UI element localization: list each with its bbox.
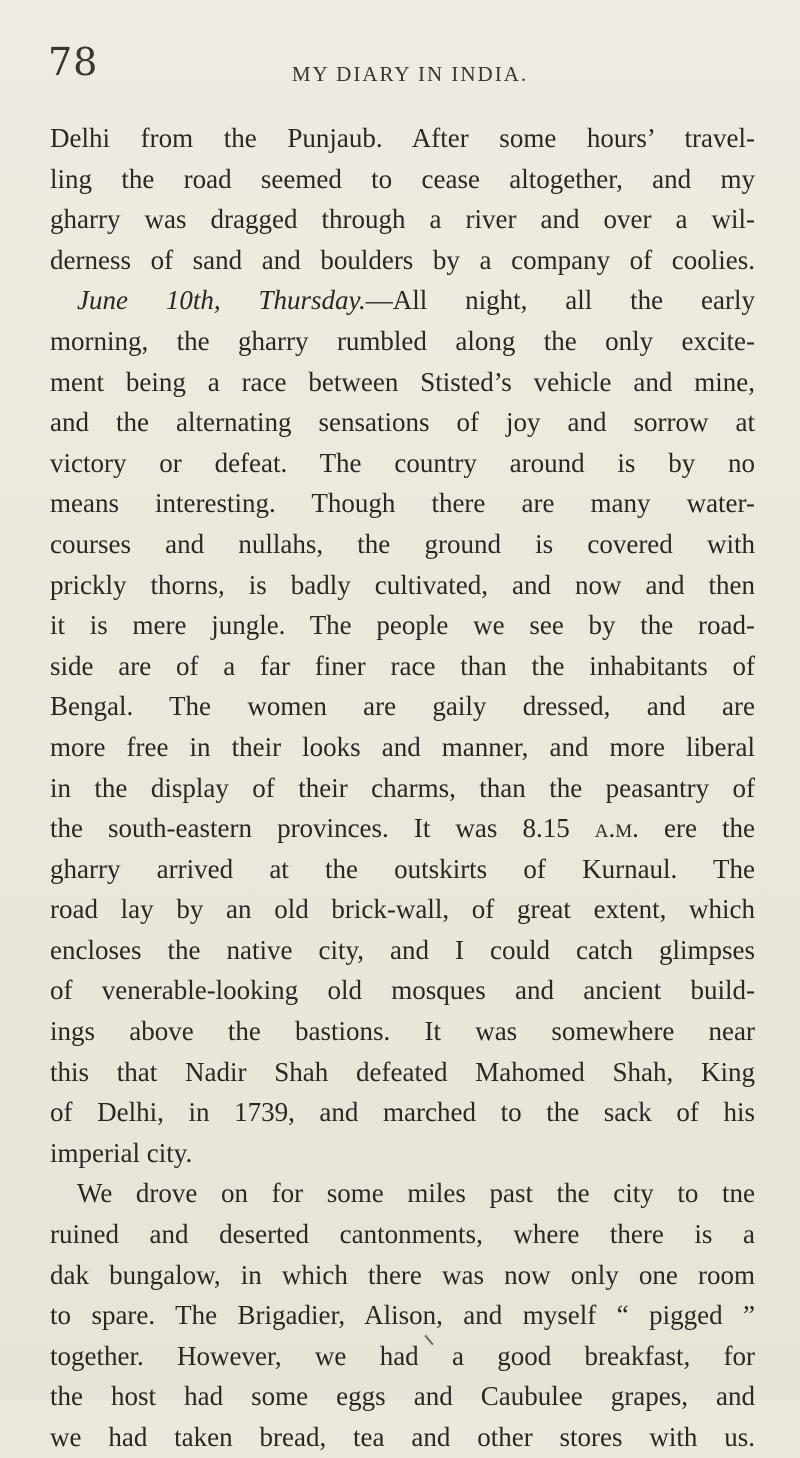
text-line bbox=[50, 849, 755, 890]
text-line bbox=[50, 1417, 755, 1458]
text-segment: prickly thorns, is badly cultivated, and now and then bbox=[50, 569, 755, 600]
text-line bbox=[50, 240, 755, 281]
text-line bbox=[50, 930, 755, 971]
text-segment: more free in their looks and manner, and more liberal bbox=[50, 731, 755, 762]
text-segment: this that Nadir Shah defeated Mahomed Shah, King bbox=[50, 1056, 755, 1087]
text-line bbox=[50, 970, 755, 1011]
text-segment: we had taken bread, tea and other stores with us. bbox=[50, 1422, 755, 1452]
text-line bbox=[50, 686, 755, 727]
text-segment: ment being a race between Stisted’s vehicle and mine, bbox=[50, 366, 755, 397]
text-line bbox=[50, 159, 755, 200]
text-line bbox=[50, 1255, 755, 1296]
page-number: 78 bbox=[48, 40, 99, 84]
text-line bbox=[50, 199, 755, 240]
text-segment: means interesting. Though there are many water- bbox=[50, 488, 755, 519]
text-line bbox=[50, 402, 755, 443]
text-line bbox=[50, 321, 755, 362]
text-segment: ling the road seemed to cease altogether, and my bbox=[50, 163, 755, 194]
text-line bbox=[50, 280, 755, 321]
text-segment: gharry arrived at the outskirts of Kurnaul. The bbox=[50, 853, 755, 884]
text-line bbox=[50, 565, 755, 606]
text-line bbox=[50, 889, 755, 930]
text-segment: a.m. bbox=[594, 813, 639, 844]
text-segment: road lay by an old brick-wall, of great extent, which bbox=[50, 894, 755, 925]
text-segment: it is mere jungle. The people we see by the road- bbox=[50, 610, 755, 641]
text-line bbox=[50, 362, 755, 403]
text-segment: derness of sand and boulders by a company of coolies. bbox=[50, 244, 755, 275]
text-segment: imperial city. bbox=[50, 1137, 193, 1168]
text-segment: side are of a far finer race than the inhabitants of bbox=[50, 650, 755, 681]
text-segment: We drove on for some miles past the city to tne bbox=[77, 1178, 755, 1209]
body-text bbox=[50, 118, 755, 1458]
text-segment: —All night, all the early bbox=[365, 285, 755, 316]
text-segment: together. However, we had a good breakfast, for bbox=[50, 1340, 755, 1371]
text-line bbox=[50, 1295, 755, 1336]
text-segment: ere the bbox=[638, 813, 755, 844]
text-segment: dak bungalow, in which there was now only one room bbox=[50, 1259, 755, 1290]
text-line bbox=[50, 443, 755, 484]
text-segment: ruined and deserted cantonments, where there is a bbox=[50, 1219, 755, 1250]
text-segment: ings above the bastions. It was somewhere near bbox=[50, 1016, 755, 1047]
text-segment: of Delhi, in 1739, and marched to the sack of his bbox=[50, 1097, 755, 1128]
text-line bbox=[50, 808, 755, 849]
text-segment: June 10th, Thursday. bbox=[77, 285, 366, 316]
text-line bbox=[50, 605, 755, 646]
text-segment: morning, the gharry rumbled along the only excite- bbox=[50, 325, 755, 356]
text-segment: Delhi from the Punjaub. After some hours’ travel- bbox=[50, 123, 755, 153]
text-segment: Bengal. The women are gaily dressed, and are bbox=[50, 691, 755, 722]
text-line bbox=[50, 1092, 755, 1133]
text-line bbox=[50, 727, 755, 768]
text-line bbox=[50, 1214, 755, 1255]
text-segment: courses and nullahs, the ground is covered with bbox=[50, 528, 755, 559]
text-line bbox=[50, 524, 755, 565]
text-segment: of venerable-looking old mosques and ancient build- bbox=[50, 975, 755, 1006]
text-segment: to spare. The Brigadier, Alison, and myself “ pigged ” bbox=[50, 1300, 755, 1331]
text-segment: the host had some eggs and Caubulee grapes, and bbox=[50, 1381, 755, 1412]
text-line bbox=[50, 1133, 755, 1174]
text-segment: the south-eastern provinces. It was 8.15 bbox=[50, 813, 595, 844]
text-line bbox=[50, 768, 755, 809]
text-segment: victory or defeat. The country around is by no bbox=[50, 447, 755, 478]
text-line bbox=[50, 1376, 755, 1417]
text-line bbox=[50, 1336, 755, 1377]
text-line bbox=[50, 1011, 755, 1052]
text-segment: gharry was dragged through a river and over a wil- bbox=[50, 204, 755, 235]
text-segment: and the alternating sensations of joy and sorrow at bbox=[50, 407, 755, 438]
running-head bbox=[0, 40, 800, 98]
text-segment: encloses the native city, and I could catch glimpses bbox=[50, 934, 755, 965]
text-line bbox=[50, 1173, 755, 1214]
running-title: MY DIARY IN INDIA. bbox=[291, 62, 529, 86]
text-line bbox=[50, 1052, 755, 1093]
text-line bbox=[50, 483, 755, 524]
text-line bbox=[50, 646, 755, 687]
text-segment: in the display of their charms, than the peasantry of bbox=[50, 772, 755, 803]
text-line bbox=[50, 118, 755, 159]
